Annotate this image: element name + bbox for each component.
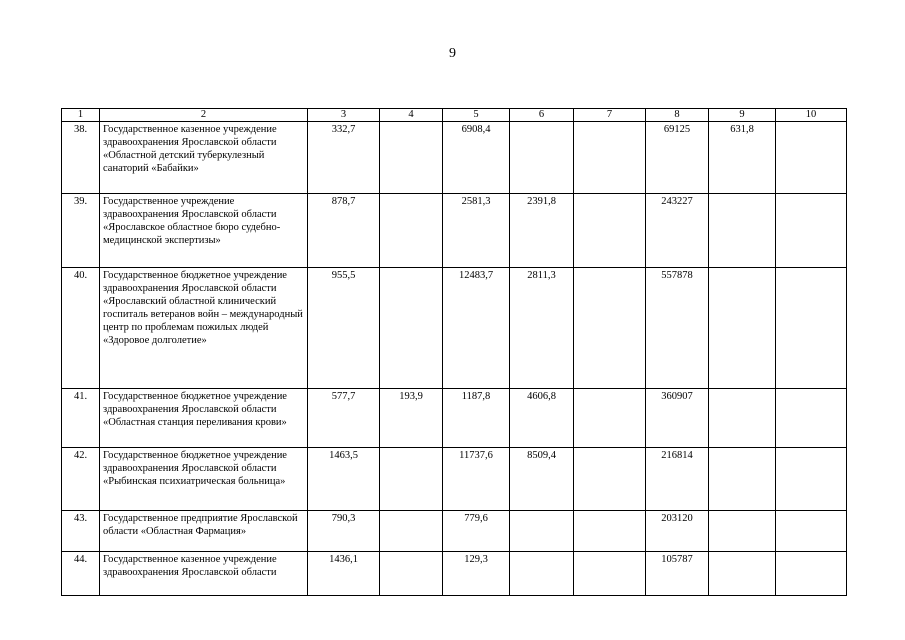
value-cell: [510, 511, 574, 552]
row-number-cell: 44.: [62, 552, 100, 596]
value-cell: 129,3: [443, 552, 510, 596]
row-number-cell: 41.: [62, 389, 100, 448]
value-cell: [574, 122, 646, 194]
value-cell: [709, 194, 776, 268]
value-cell: 1436,1: [308, 552, 380, 596]
table-row: [62, 194, 847, 268]
institution-name-cell: Государственное бюджетное учреждение здравоохранения Ярославской области «Ярославский областной клинический госпиталь ветеранов войн – международный центр по проблемам пожилых людей «Здоровое долголетие»: [100, 268, 308, 389]
value-cell: 2391,8: [510, 194, 574, 268]
table-header-row: [62, 109, 847, 122]
value-cell: [709, 448, 776, 511]
value-cell: [380, 268, 443, 389]
value-cell: [510, 552, 574, 596]
institution-name-cell: Государственное предприятие Ярославской области «Областная Фармация»: [100, 511, 308, 552]
value-cell: 8509,4: [510, 448, 574, 511]
row-number-cell: 38.: [62, 122, 100, 194]
row-number-cell: 39.: [62, 194, 100, 268]
value-cell: [380, 194, 443, 268]
value-cell: [574, 552, 646, 596]
value-cell: [574, 389, 646, 448]
value-cell: [510, 122, 574, 194]
header-cell: 3: [308, 109, 380, 122]
value-cell: 1463,5: [308, 448, 380, 511]
table-row: [62, 511, 847, 552]
value-cell: [776, 552, 847, 596]
table-row: [62, 389, 847, 448]
header-cell: 8: [646, 109, 709, 122]
value-cell: 193,9: [380, 389, 443, 448]
value-cell: [380, 552, 443, 596]
value-cell: 203120: [646, 511, 709, 552]
value-cell: [709, 552, 776, 596]
value-cell: [776, 122, 847, 194]
header-cell: 10: [776, 109, 847, 122]
header-cell: 2: [100, 109, 308, 122]
value-cell: 332,7: [308, 122, 380, 194]
institution-name-cell: Государственное казенное учреждение здравоохранения Ярославской области: [100, 552, 308, 596]
table-row: [62, 552, 847, 596]
institution-name-cell: Государственное бюджетное учреждение здравоохранения Ярославской области «Областная станция переливания крови»: [100, 389, 308, 448]
value-cell: [574, 268, 646, 389]
value-cell: 216814: [646, 448, 709, 511]
value-cell: 878,7: [308, 194, 380, 268]
value-cell: 779,6: [443, 511, 510, 552]
value-cell: [574, 448, 646, 511]
value-cell: [380, 122, 443, 194]
value-cell: 69125: [646, 122, 709, 194]
value-cell: 557878: [646, 268, 709, 389]
value-cell: [709, 268, 776, 389]
table-row: [62, 268, 847, 389]
header-cell: 7: [574, 109, 646, 122]
row-number-cell: 42.: [62, 448, 100, 511]
value-cell: 11737,6: [443, 448, 510, 511]
table-row: [62, 448, 847, 511]
value-cell: [776, 389, 847, 448]
value-cell: 105787: [646, 552, 709, 596]
value-cell: [776, 268, 847, 389]
value-cell: 6908,4: [443, 122, 510, 194]
value-cell: [709, 389, 776, 448]
value-cell: 243227: [646, 194, 709, 268]
header-cell: 1: [62, 109, 100, 122]
value-cell: [709, 511, 776, 552]
value-cell: [776, 448, 847, 511]
table-row: [62, 122, 847, 194]
institution-name-cell: Государственное учреждение здравоохранения Ярославской области «Ярославское областное бюро судебно-медицинской экспертизы»: [100, 194, 308, 268]
value-cell: [776, 194, 847, 268]
value-cell: [380, 511, 443, 552]
page-number: 9: [449, 46, 456, 61]
value-cell: [574, 511, 646, 552]
value-cell: [574, 194, 646, 268]
value-cell: 4606,8: [510, 389, 574, 448]
value-cell: [776, 511, 847, 552]
data-table: [61, 108, 847, 596]
value-cell: 2581,3: [443, 194, 510, 268]
value-cell: 631,8: [709, 122, 776, 194]
row-number-cell: 43.: [62, 511, 100, 552]
value-cell: 12483,7: [443, 268, 510, 389]
value-cell: 1187,8: [443, 389, 510, 448]
row-number-cell: 40.: [62, 268, 100, 389]
institution-name-cell: Государственное бюджетное учреждение здравоохранения Ярославской области «Рыбинская психиатрическая больница»: [100, 448, 308, 511]
value-cell: [380, 448, 443, 511]
header-cell: 5: [443, 109, 510, 122]
institution-name-cell: Государственное казенное учреждение здравоохранения Ярославской области «Областной детский туберкулезный санаторий «Бабайки»: [100, 122, 308, 194]
value-cell: 2811,3: [510, 268, 574, 389]
header-cell: 6: [510, 109, 574, 122]
value-cell: 790,3: [308, 511, 380, 552]
value-cell: 360907: [646, 389, 709, 448]
header-cell: 9: [709, 109, 776, 122]
header-cell: 4: [380, 109, 443, 122]
value-cell: 955,5: [308, 268, 380, 389]
value-cell: 577,7: [308, 389, 380, 448]
